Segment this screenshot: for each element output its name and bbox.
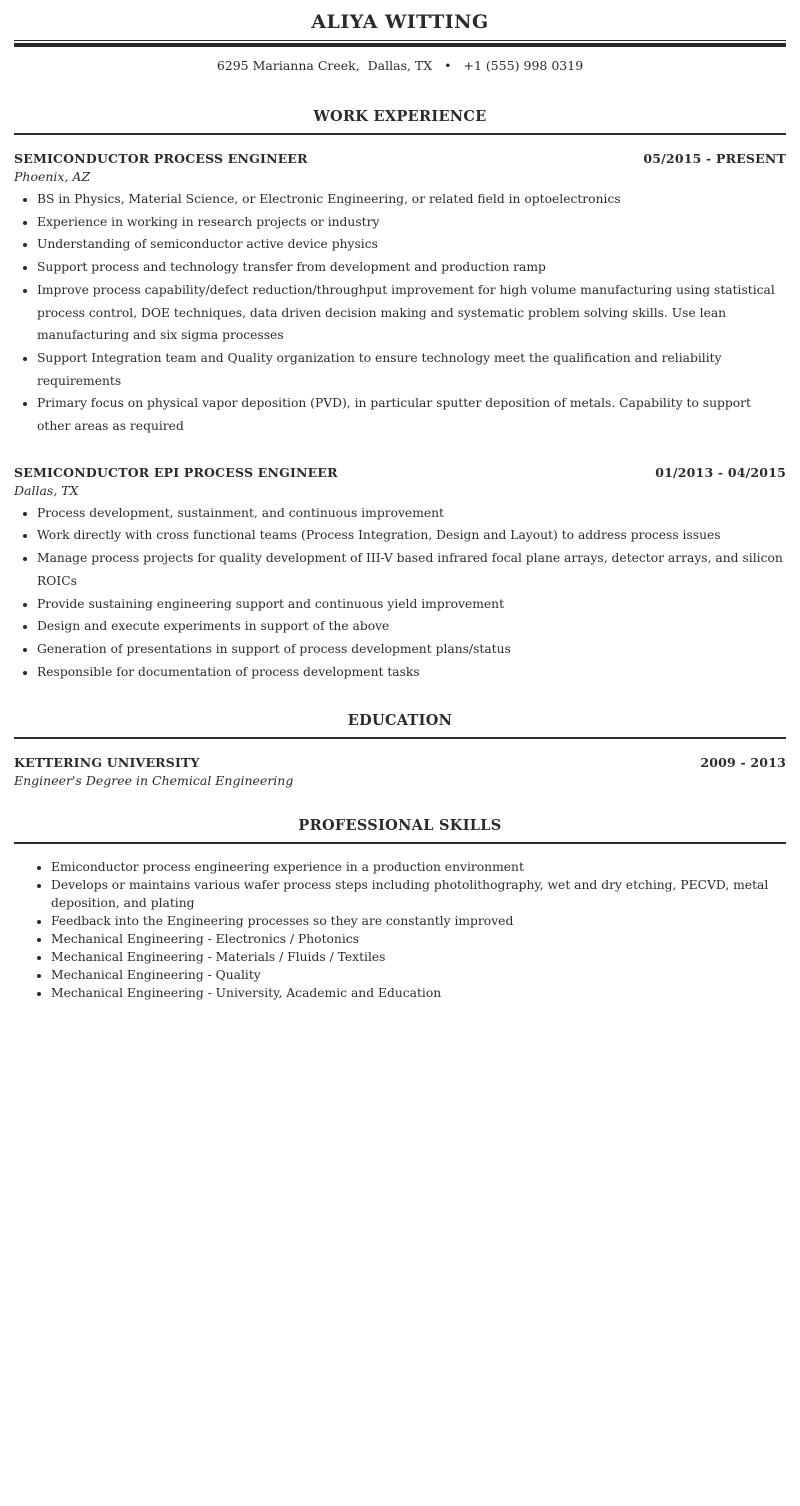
list-item: • Work directly with cross functional teams (Process Integration, Design and Layout) to address process issues xyxy=(37,524,786,547)
school-name: KETTERING UNIVERSITY xyxy=(14,755,200,771)
contact-separator: • xyxy=(444,58,452,73)
education-entry xyxy=(14,754,786,790)
section-title-skills: PROFESSIONAL SKILLS xyxy=(298,817,502,835)
job-position: SEMICONDUCTOR EPI PROCESS ENGINEER xyxy=(14,464,338,480)
list-item: • Support Integration team and Quality organization to ensure technology meet the qualification and reliability requirements xyxy=(37,347,786,392)
list-item: • Provide sustaining engineering support and continuous yield improvement xyxy=(37,593,786,616)
list-item: • Experience in working in research projects or industry xyxy=(37,211,786,234)
education-dates: 2009 - 2013 xyxy=(700,755,786,771)
header-thick-rule xyxy=(14,43,786,47)
job-header xyxy=(14,150,786,168)
job-header xyxy=(14,464,786,482)
list-item: • Mechanical Engineering - Quality xyxy=(51,966,786,984)
list-item: • Emiconductor process engineering experience in a production environment xyxy=(51,858,786,876)
address: 6295 Marianna Creek, Dallas, TX xyxy=(216,58,433,73)
list-item: • Process development, sustainment, and continuous improvement xyxy=(37,502,786,525)
section-rule xyxy=(14,133,786,135)
list-item: • Generation of presentations in support of process development plans/status xyxy=(37,638,786,661)
list-item: • Design and execute experiments in support of the above xyxy=(37,615,786,638)
job-location: Dallas, TX xyxy=(14,482,79,498)
list-item: • Improve process capability/defect reduction/throughput improvement for high volume manufacturing using statistical process control, DOE techniques, data driven decision making and systematic problem solving skills. Use lean manufacturing and six sigma processes xyxy=(37,279,786,347)
list-item: • Mechanical Engineering - University, Academic and Education xyxy=(51,984,786,1002)
list-item: • Mechanical Engineering - Electronics / Photonics xyxy=(51,930,786,948)
list-item: • BS in Physics, Material Science, or Electronic Engineering, or related field in optoelectronics xyxy=(37,188,786,211)
job-entry xyxy=(14,150,786,438)
skills-section xyxy=(14,816,786,1002)
list-item: • Understanding of semiconductor active device physics xyxy=(37,233,786,256)
candidate-name: ALIYA WITTING xyxy=(311,11,489,33)
job-bullets xyxy=(14,502,786,684)
section-title-work-experience: WORK EXPERIENCE xyxy=(313,108,487,125)
skills-list xyxy=(14,858,786,1002)
list-item: • Primary focus on physical vapor deposition (PVD), in particular sputter deposition of metals. Capability to support other areas as required xyxy=(37,392,786,437)
work-experience-section xyxy=(14,107,786,683)
job-position: SEMICONDUCTOR PROCESS ENGINEER xyxy=(14,151,308,166)
list-item: • Responsible for documentation of process development tasks xyxy=(37,661,786,684)
contact-line xyxy=(14,57,786,75)
education-header xyxy=(14,754,786,772)
list-item: • Develops or maintains various wafer process steps including photolithography, wet and dry etching, PECVD, metal deposition, and plating xyxy=(51,876,786,912)
job-bullets xyxy=(14,188,786,438)
job-entry xyxy=(14,464,786,684)
list-item: • Support process and technology transfer from development and production ramp xyxy=(37,256,786,279)
phone: +1 (555) 998 0319 xyxy=(463,58,584,73)
list-item: • Feedback into the Engineering processes so they are constantly improved xyxy=(51,912,786,930)
job-location: Phoenix, AZ xyxy=(14,169,91,184)
list-item: • Manage process projects for quality development of III-V based infrared focal plane arrays, detector arrays, and silicon ROICs xyxy=(37,547,786,592)
header-thin-rule xyxy=(14,40,786,41)
job-dates: 01/2013 - 04/2015 xyxy=(655,464,786,480)
section-title-education: EDUCATION xyxy=(347,712,453,730)
list-item: • Mechanical Engineering - Materials / Fluids / Textiles xyxy=(51,948,786,966)
education-section xyxy=(14,711,786,790)
resume-header xyxy=(14,0,786,75)
job-dates: 05/2015 - PRESENT xyxy=(643,151,786,166)
section-rule xyxy=(14,737,786,739)
section-rule xyxy=(14,842,786,844)
degree: Engineer's Degree in Chemical Engineering xyxy=(14,773,294,789)
